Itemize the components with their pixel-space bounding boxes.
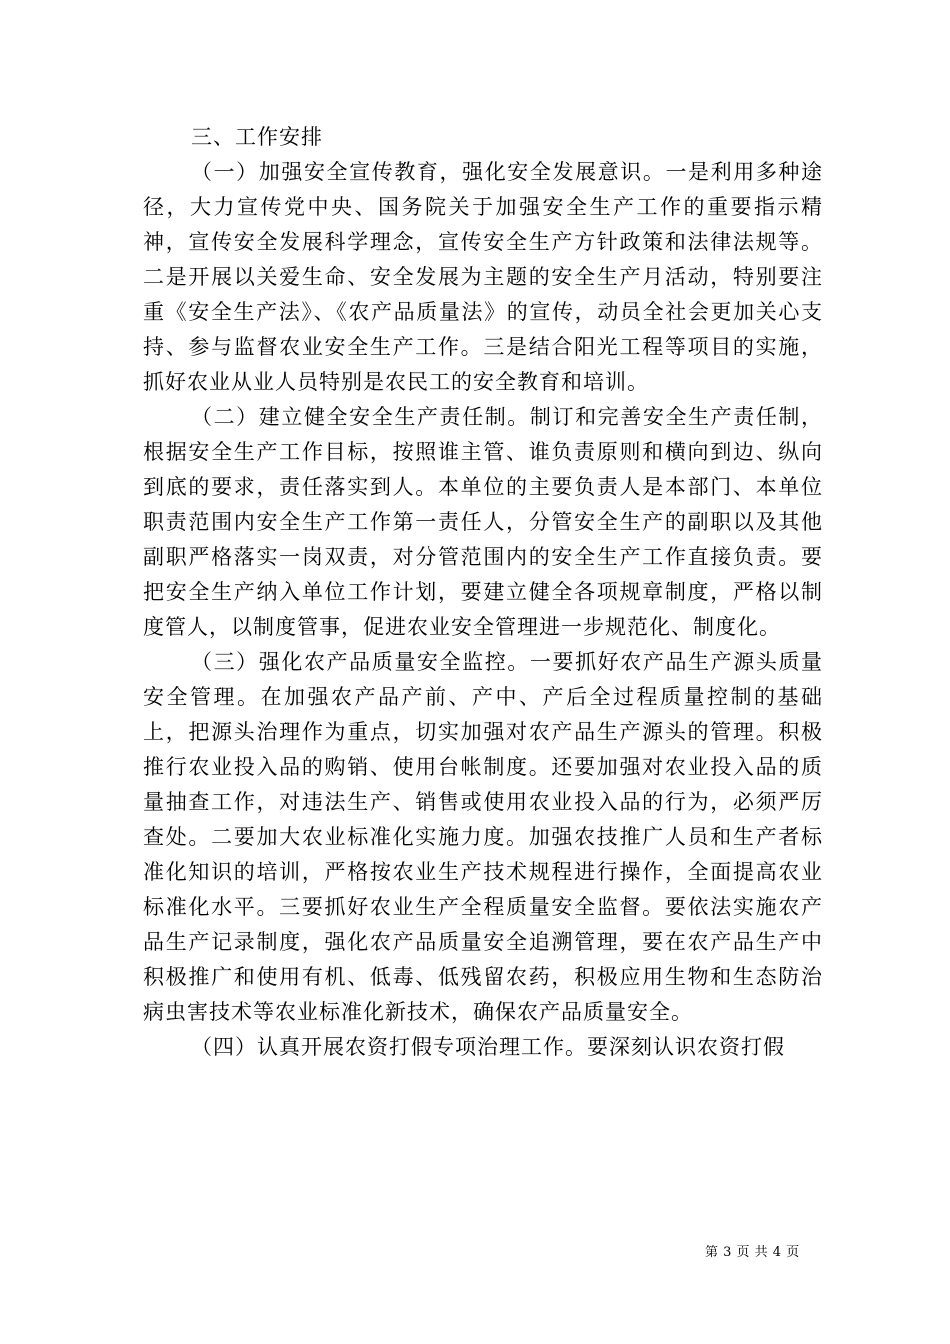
paragraph-4: （四）认真开展农资打假专项治理工作。要深刻认识农资打假 [191, 1035, 785, 1059]
page-number: 第 3 页 共 4 页 [705, 1245, 800, 1260]
document-body [143, 120, 823, 1065]
section-heading: 三、工作安排 [191, 125, 323, 149]
paragraph-3: （三）强化农产品质量安全监控。一要抓好农产品生产源头质量安全管理。在加强农产品产前、产中、产后全过程质量控制的基础上，把源头治理作为重点，切实加强对农产品生产源头的管理。积极推行农业投入品的购销、使用台帐制度。还要加强对农业投入品的质量抽查工作，对违法生产、销售或使用农业投入品的行为，必须严厉查处。二要加大农业标准化实施力度。加强农技推广人员和生产者标准化知识的培训，严格按农业生产技术规程进行操作，全面提高农业标准化水平。三要抓好农业生产全程质量安全监督。要依法实施农产品生产记录制度，强化农产品质量安全追溯管理，要在农产品生产中积极推广和使用有机、低毒、低残留农药，积极应用生物和生态防治病虫害技术等农业标准化新技术，确保农产品质量安全。 [143, 650, 823, 1024]
paragraph-2: （二）建立健全安全生产责任制。制订和完善安全生产责任制，根据安全生产工作目标，按照谁主管、谁负责原则和横向到边、纵向到底的要求，责任落实到人。本单位的主要负责人是本部门、本单位职责范围内安全生产工作第一责任人，分管安全生产的副职以及其他副职严格落实一岗双责，对分管范围内的安全生产工作直接负责。要把安全生产纳入单位工作计划，要建立健全各项规章制度，严格以制度管人，以制度管事，促进农业安全管理进一步规范化、制度化。 [143, 405, 823, 639]
paragraph-1: （一）加强安全宣传教育，强化安全发展意识。一是利用多种途径，大力宣传党中央、国务院关于加强安全生产工作的重要指示精神，宣传安全发展科学理念，宣传安全生产方针政策和法律法规等。二是开展以关爱生命、安全发展为主题的安全生产月活动，特别要注重《安全生产法》、《农产品质量法》的宣传，动员全社会更加关心支持、参与监督农业安全生产工作。三是结合阳光工程等项目的实施，抓好农业从业人员特别是农民工的安全教育和培训。 [143, 160, 823, 394]
